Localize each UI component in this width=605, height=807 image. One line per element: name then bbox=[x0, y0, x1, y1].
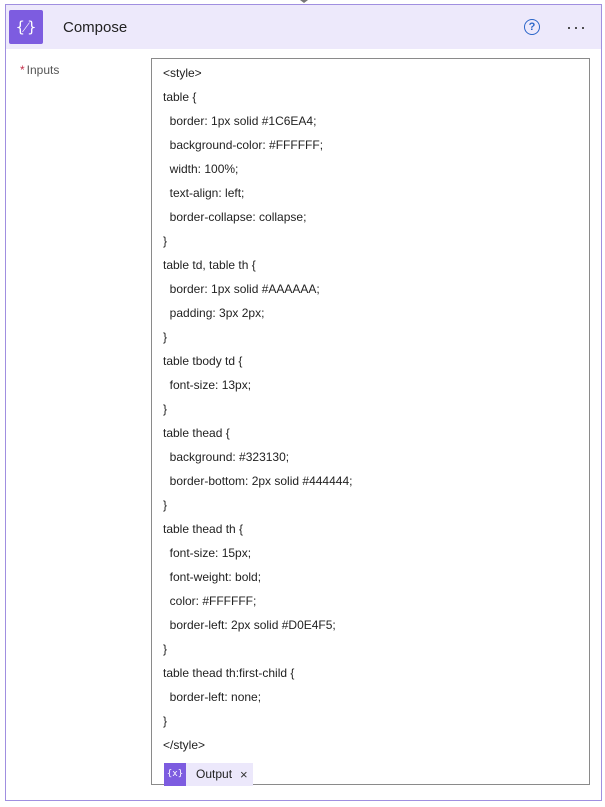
code-line: <style> bbox=[163, 66, 202, 80]
code-line: border-left: 2px solid #D0E4F5; bbox=[163, 618, 336, 632]
code-line: border: 1px solid #AAAAAA; bbox=[163, 282, 320, 296]
code-line: background-color: #FFFFFF; bbox=[163, 138, 324, 152]
card-header[interactable] bbox=[6, 5, 601, 49]
compose-action-card bbox=[5, 4, 602, 801]
help-icon[interactable]: ? bbox=[524, 19, 540, 35]
code-line: border-bottom: 2px solid #444444; bbox=[163, 474, 353, 488]
inputs-label bbox=[20, 63, 59, 77]
code-line: border-collapse: collapse; bbox=[163, 210, 307, 224]
code-line: } bbox=[163, 714, 168, 728]
variable-icon: {x} bbox=[164, 763, 186, 786]
code-line: } bbox=[163, 234, 168, 248]
dynamic-content-token[interactable] bbox=[164, 763, 253, 786]
code-line: table td, table th { bbox=[163, 258, 256, 272]
code-line: } bbox=[163, 330, 168, 344]
code-line: text-align: left; bbox=[163, 186, 245, 200]
code-line: } bbox=[163, 402, 168, 416]
required-marker: * bbox=[20, 63, 25, 77]
token-label: Output bbox=[196, 767, 233, 781]
code-line: table thead th:first-child { bbox=[163, 666, 295, 680]
remove-token-icon[interactable]: × bbox=[240, 766, 248, 782]
action-title[interactable]: Compose bbox=[63, 18, 128, 36]
inputs-label-text: Inputs bbox=[26, 63, 60, 77]
inputs-editor[interactable] bbox=[151, 58, 590, 785]
code-line: border: 1px solid #1C6EA4; bbox=[163, 114, 317, 128]
code-line: background: #323130; bbox=[163, 450, 290, 464]
code-line: width: 100%; bbox=[163, 162, 239, 176]
code-content bbox=[163, 67, 589, 763]
code-line: font-weight: bold; bbox=[163, 570, 262, 584]
code-line: table tbody td { bbox=[163, 354, 243, 368]
code-line: </style> bbox=[163, 738, 206, 752]
code-line: font-size: 15px; bbox=[163, 546, 252, 560]
code-line: } bbox=[163, 642, 168, 656]
code-line: font-size: 13px; bbox=[163, 378, 252, 392]
code-line: table { bbox=[163, 90, 197, 104]
code-line: table thead { bbox=[163, 426, 230, 440]
more-options-icon[interactable]: ··· bbox=[566, 17, 587, 37]
code-line: padding: 3px 2px; bbox=[163, 306, 265, 320]
code-line: } bbox=[163, 498, 168, 512]
code-line: color: #FFFFFF; bbox=[163, 594, 257, 608]
curly-braces-icon: {⁄} bbox=[9, 10, 43, 44]
code-line: border-left: none; bbox=[163, 690, 262, 704]
connector-arrow-icon bbox=[300, 0, 308, 3]
code-line: table thead th { bbox=[163, 522, 244, 536]
